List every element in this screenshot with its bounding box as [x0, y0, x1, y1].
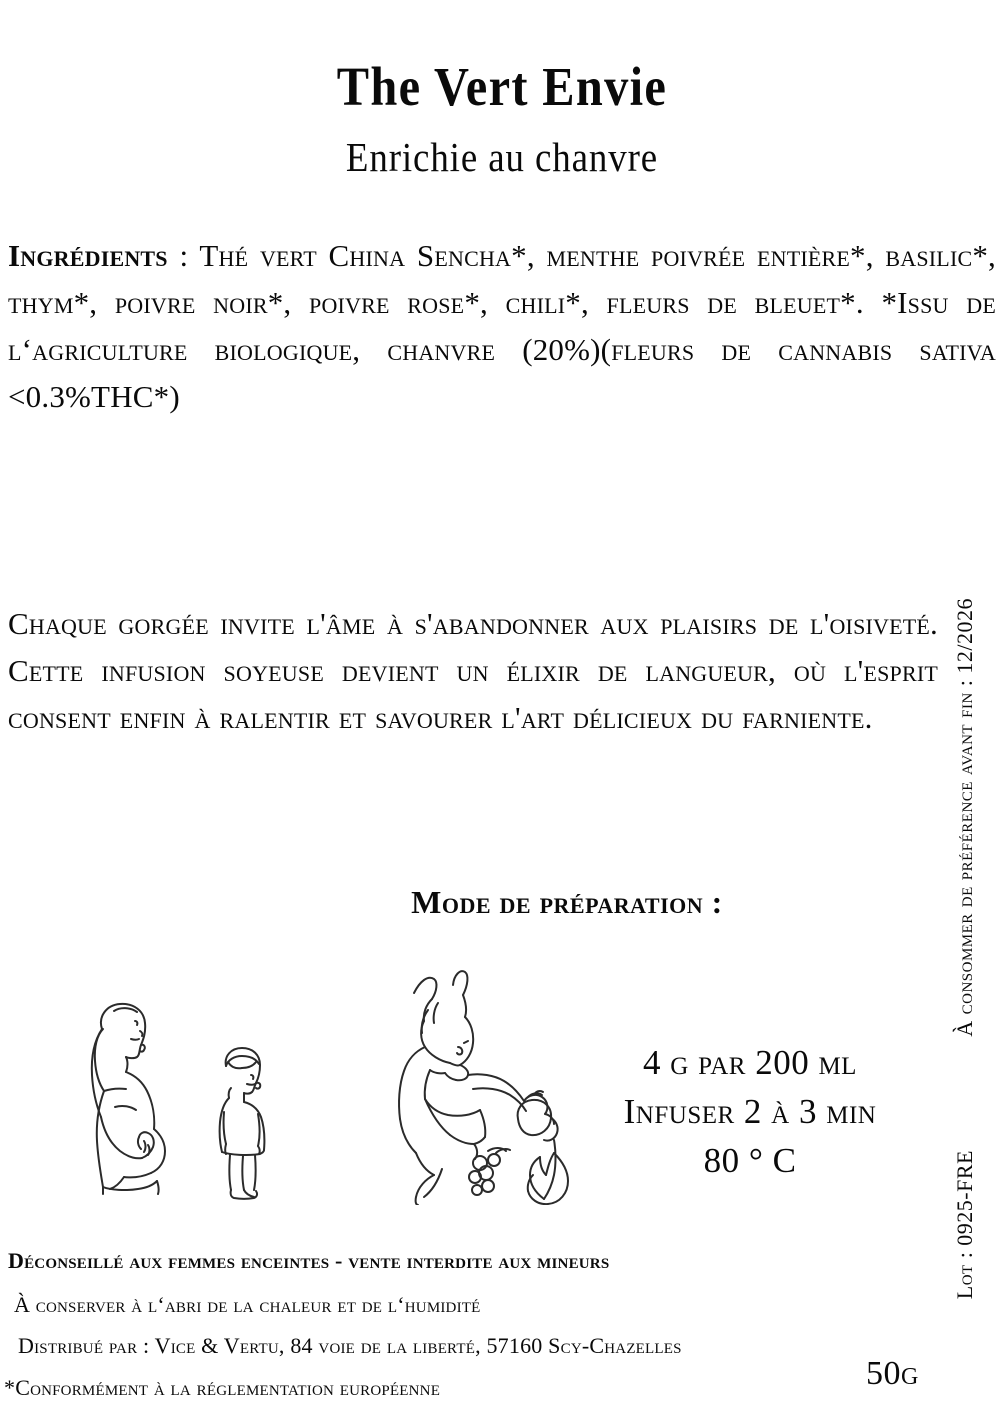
net-weight: 50g [866, 1355, 919, 1392]
footer-distributor: Distribué par : Vice & Vertu, 84 voie de la liberté, 57160 Scy-Chazelles [18, 1333, 682, 1358]
ingredients-label: Ingrédients [8, 238, 168, 273]
ingredients-separator: : [167, 238, 200, 273]
lot-number: Lot : 0925-FRE [952, 1150, 977, 1300]
footer-warning: Déconseillé aux femmes enceintes - vente interdite aux mineurs [8, 1248, 610, 1273]
child-icon [198, 1040, 288, 1200]
preparation-temperature: 80 ° C [703, 1141, 797, 1180]
preparation-heading: Mode de préparation : [411, 884, 723, 920]
best-before-date: À consommer de préférence avant fin : 12/2026 [952, 598, 977, 1037]
footer-compliance: *Conformément à la réglementation européenne [4, 1375, 441, 1400]
footer-storage: À conserver à l‘abri de la chaleur et de l‘humidité [14, 1292, 481, 1317]
ingredients-block [8, 232, 996, 420]
page-title: The Vert Envie [336, 56, 668, 117]
pregnant-woman-icon [58, 995, 188, 1195]
page-subtitle: Enrichie au chanvre [345, 134, 659, 180]
preparation-time: Infuser 2 à 3 min [623, 1092, 877, 1131]
ingredients-text: Thé vert China Sencha*, menthe poivrée entière*, basilic*, thym*, poivre noir*, poivre rose*, chili*, fleurs de bleuet*. *Issu de l‘agriculture biologique, chanvre (20%)(fleurs de cannabis sativa <0.3%THC*) [8, 238, 996, 414]
description-block: Chaque gorgée invite l'âme à s'abandonner aux plaisirs de l'oisiveté. Cette infusion soyeuse devient un élixir de langueur, où l'esprit consent enfin à ralentir et savourer l'art délicieux du farniente. [8, 606, 938, 735]
faun-pouring-icon [368, 955, 583, 1205]
preparation-dose: 4 g par 200 ml [643, 1043, 857, 1082]
preparation-instructions [570, 1038, 930, 1185]
